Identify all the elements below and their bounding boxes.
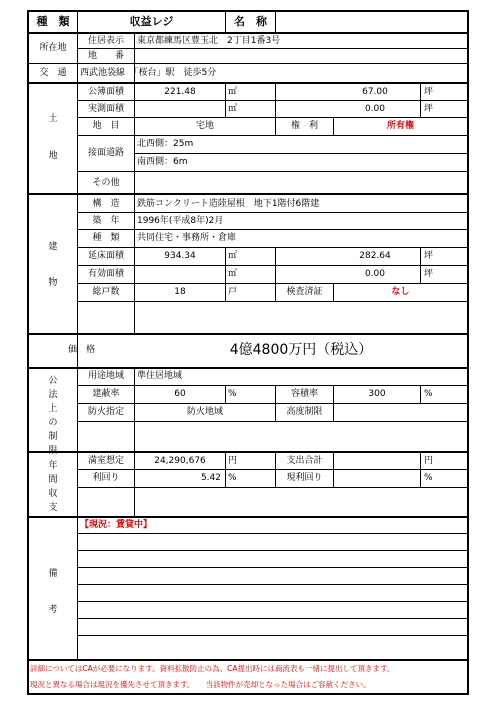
footer-note-1: 詳細についてはCAが必要になります。資料拡散防止の為、CA提出時には商流表も一緒に提出して頂きます。 bbox=[30, 664, 395, 673]
road-label: 接面道路 bbox=[87, 148, 124, 158]
rule bbox=[77, 283, 469, 284]
building-label-top: 建 bbox=[48, 242, 58, 252]
type-value: 収益レジ bbox=[129, 15, 174, 28]
price-label: 価 格 bbox=[67, 345, 95, 355]
expense-yen: 円 bbox=[424, 456, 434, 466]
inspection-value: なし bbox=[391, 287, 410, 297]
rule bbox=[27, 82, 469, 84]
measured-area-unit-tsubo: 坪 bbox=[424, 104, 434, 114]
full-occupancy-yen: 円 bbox=[228, 456, 238, 466]
zoning-value: 準住居地域 bbox=[137, 371, 183, 381]
rights-label: 権 利 bbox=[290, 121, 318, 131]
remarks-status: 【現況：賃貸中】 bbox=[80, 520, 153, 530]
remarks-label-bottom: 考 bbox=[48, 605, 58, 615]
rule bbox=[77, 229, 469, 230]
rule bbox=[77, 487, 469, 488]
rule bbox=[77, 635, 469, 636]
fire-value: 防火地域 bbox=[186, 407, 223, 417]
type-label: 種 類 bbox=[36, 15, 70, 28]
far-percent: % bbox=[424, 389, 433, 399]
registry-area-unit-tsubo: 坪 bbox=[424, 87, 434, 97]
header-divider bbox=[275, 10, 276, 33]
rule bbox=[77, 117, 469, 118]
rule bbox=[77, 421, 469, 422]
units-label: 総戸数 bbox=[92, 287, 120, 297]
rule bbox=[77, 212, 469, 213]
kind-label: 種 類 bbox=[92, 233, 120, 243]
price-value: 4億4800万円（税込） bbox=[229, 342, 373, 358]
cell-divider bbox=[420, 385, 421, 403]
current-yield-percent: % bbox=[424, 473, 433, 483]
full-occupancy-label: 満室想定 bbox=[87, 456, 124, 466]
cell-divider bbox=[225, 452, 226, 487]
floor-area-tsubo: 282.64 bbox=[359, 251, 391, 261]
cell-divider bbox=[225, 247, 226, 301]
rule bbox=[134, 153, 469, 154]
building-label-bottom: 物 bbox=[48, 278, 58, 288]
border-top bbox=[27, 10, 469, 12]
rule bbox=[77, 48, 469, 49]
location-label: 所在地 bbox=[39, 43, 67, 53]
rule bbox=[27, 333, 469, 335]
structure-value: 鉄筋コンクリート造陸屋根 地下1階付6階建 bbox=[137, 199, 320, 209]
cell-divider bbox=[420, 83, 421, 118]
rule bbox=[77, 550, 469, 551]
land-other-label: その他 bbox=[92, 178, 120, 188]
cell-divider bbox=[333, 452, 334, 487]
far-value: 300 bbox=[368, 389, 386, 399]
measured-area-tsubo: 0.00 bbox=[364, 104, 386, 114]
inspection-label: 検査済証 bbox=[286, 287, 323, 297]
cell-divider bbox=[420, 452, 421, 487]
measured-area-label: 実測面積 bbox=[87, 104, 124, 114]
address-display-value: 東京都練馬区豊玉北 2丁目1番3号 bbox=[137, 36, 281, 46]
effective-area-tsubo: 0.00 bbox=[364, 269, 386, 279]
rule bbox=[77, 584, 469, 585]
cell-divider bbox=[420, 247, 421, 283]
income-label: 年間収支 bbox=[48, 461, 58, 513]
rule bbox=[77, 265, 469, 266]
registry-area-m2: 221.48 bbox=[164, 87, 196, 97]
cell-divider bbox=[225, 385, 226, 403]
coverage-value: 60 bbox=[174, 389, 186, 399]
land-category-value: 宅地 bbox=[195, 121, 214, 131]
cell-divider bbox=[225, 83, 226, 118]
rule bbox=[77, 567, 469, 568]
built-label: 築 年 bbox=[92, 216, 120, 226]
registry-area-label: 公簿面積 bbox=[87, 87, 124, 97]
expense-label: 支出合計 bbox=[286, 456, 323, 466]
yield-label: 利回り bbox=[92, 473, 120, 483]
rule bbox=[77, 385, 469, 386]
units-value: 18 bbox=[174, 287, 186, 297]
rule bbox=[77, 301, 469, 302]
zoning-label: 用途地域 bbox=[87, 371, 124, 381]
floor-area-m2: 934.34 bbox=[164, 251, 196, 261]
rule bbox=[27, 63, 469, 64]
current-yield-label: 現利回り bbox=[286, 473, 323, 483]
full-occupancy-value: 24,290,676 bbox=[154, 456, 206, 466]
land-label-bottom: 地 bbox=[48, 151, 58, 161]
remarks-label-top: 備 bbox=[48, 569, 58, 579]
border-right bbox=[467, 10, 469, 695]
rule bbox=[27, 193, 469, 195]
rule bbox=[27, 659, 469, 661]
rule bbox=[77, 100, 469, 101]
structure-label: 構 造 bbox=[92, 199, 120, 209]
regulation-label: 公法上の制限 bbox=[48, 376, 58, 456]
address-display-label: 住居表示 bbox=[87, 36, 124, 46]
name-label: 名 称 bbox=[234, 15, 267, 28]
footer-note-2: 現況と異なる場合は現況を優先させて頂きます。 当該物件が売却となった場合はご容赦ください。 bbox=[30, 680, 371, 689]
effective-area-unit-tsubo: 坪 bbox=[424, 269, 434, 279]
effective-area-unit-m2: ㎡ bbox=[228, 269, 238, 279]
measured-area-unit-m2: ㎡ bbox=[228, 104, 238, 114]
land-category-label: 地 目 bbox=[92, 121, 120, 131]
road-2: 南西側：6m bbox=[137, 157, 188, 167]
rule bbox=[77, 171, 469, 172]
registry-area-unit-m2: ㎡ bbox=[228, 87, 238, 97]
far-label: 容積率 bbox=[290, 389, 318, 399]
registry-area-tsubo: 67.00 bbox=[362, 87, 388, 97]
kind-value: 共同住宅・事務所・倉庫 bbox=[137, 233, 237, 243]
coverage-label: 建蔽率 bbox=[92, 389, 120, 399]
floor-area-unit-tsubo: 坪 bbox=[424, 251, 434, 261]
rule bbox=[77, 469, 469, 470]
yield-percent: % bbox=[228, 473, 237, 483]
transport-label: 交 通 bbox=[39, 68, 67, 78]
road-1: 北西側：25m bbox=[137, 139, 194, 149]
height-label: 高度制限 bbox=[286, 407, 323, 417]
rule bbox=[77, 601, 469, 602]
rule bbox=[27, 451, 469, 453]
rule bbox=[77, 135, 469, 136]
rule bbox=[77, 403, 469, 404]
built-value: 1996年(平成8年)2月 bbox=[137, 216, 224, 226]
lot-label: 地 番 bbox=[87, 51, 124, 61]
land-label-top: 土 bbox=[48, 114, 58, 124]
coverage-percent: % bbox=[228, 389, 237, 399]
floor-area-label: 延床面積 bbox=[87, 251, 124, 261]
transport-value: 西武池袋線 「桜台」駅 徒歩5分 bbox=[80, 68, 217, 78]
units-unit: 戸 bbox=[228, 287, 238, 297]
effective-area-label: 有効面積 bbox=[87, 269, 124, 279]
fire-label: 防火指定 bbox=[87, 407, 124, 417]
yield-value: 5.42 bbox=[200, 473, 221, 483]
rule bbox=[77, 247, 469, 248]
border-bottom bbox=[27, 693, 469, 695]
rule bbox=[77, 618, 469, 619]
floor-area-unit-m2: ㎡ bbox=[228, 251, 238, 261]
rule bbox=[77, 533, 469, 534]
rights-value: 所有権 bbox=[386, 121, 414, 131]
